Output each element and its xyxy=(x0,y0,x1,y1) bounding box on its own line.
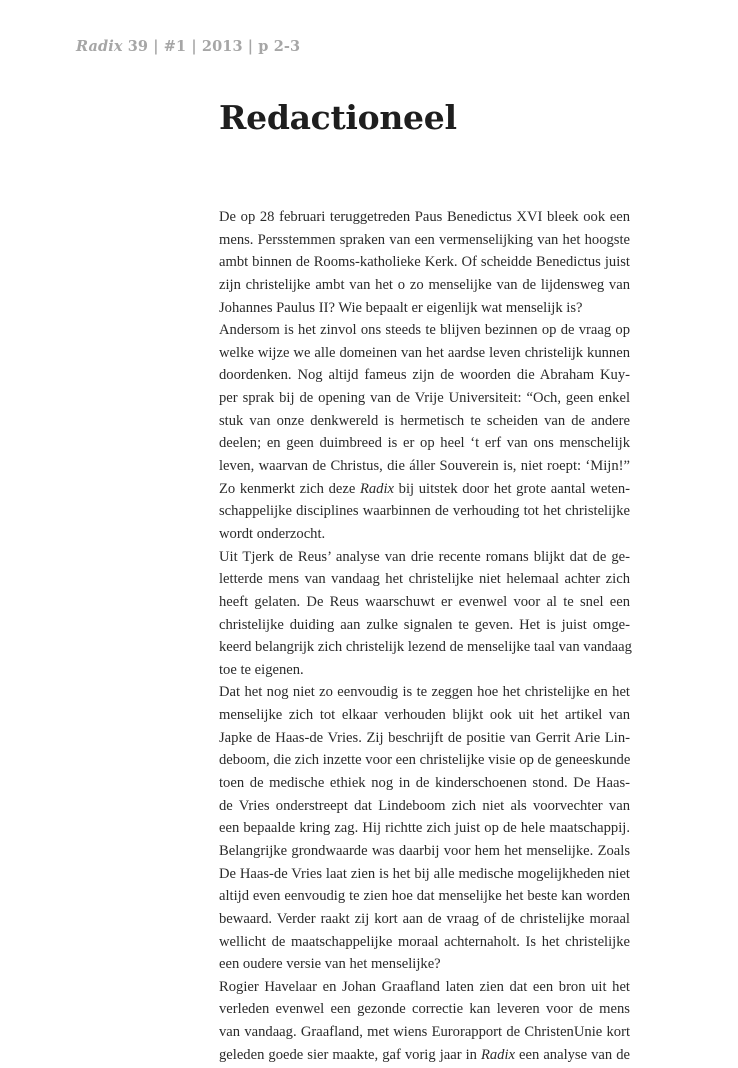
paragraph xyxy=(219,206,630,319)
paragraph xyxy=(219,546,630,682)
text-run: Zo kenmerkt zich deze xyxy=(219,480,360,497)
text-line: welke wijze we alle domeinen van het aardse leven christelijk kunnen xyxy=(219,344,630,361)
text-line: bewaard. Verder raakt zij kort aan de vraag of de christelijke moraal xyxy=(219,910,630,927)
text-line: Japke de Haas-de Vries. Zij beschrijft de positie van Gerrit Arie Lin- xyxy=(219,729,630,746)
text-line: christelijke duiding aan zulke signalen te geven. Het is juist omge- xyxy=(219,616,630,633)
journal-name: Radix xyxy=(76,38,123,55)
text-run: een analyse van de xyxy=(515,1046,630,1063)
journal-name-italic: Radix xyxy=(480,1046,516,1063)
text-line: doordenken. Nog altijd fameus zijn de woorden die Abraham Kuy- xyxy=(219,367,630,384)
text-line: wellicht de maatschappelijke moraal achternaholt. Is het christelijke xyxy=(219,933,630,950)
text-line: wordt onderzocht. xyxy=(219,525,326,542)
text-line: Johannes Paulus II? Wie bepaalt er eigenlijk wat menselijk is? xyxy=(219,299,583,316)
text-line: verleden evenwel een gezonde correctie kan leveren voor de mens xyxy=(219,1001,630,1018)
page-title: Redactioneel xyxy=(219,98,457,137)
text-line: altijd even eenvoudig te zien hoe dat menselijke het beste kan worden xyxy=(219,888,630,905)
text-line: een bepaalde kring zag. Hij richtte zich juist op de hele maatschappij. xyxy=(219,820,630,837)
text-line: zijn christelijke ambt van het o zo menselijke van de lijdensweg van xyxy=(219,276,630,293)
text-line: menselijke zich tot elkaar verhouden blijkt ook uit het artikel van xyxy=(219,707,630,724)
text-run: geleden goede sier maakte, gaf vorig jaar in xyxy=(219,1046,481,1063)
text-line: stuk van onze denkwereld is hermetisch te scheiden van de andere xyxy=(219,412,630,429)
text-line: van vandaag. Graafland, met wiens Eurorapport de ChristenUnie kort xyxy=(219,1024,630,1041)
text-line: heeft gelaten. De Reus waarschuwt er evenwel voor al te snel een xyxy=(219,593,630,610)
text-line: Rogier Havelaar en Johan Graafland laten zien dat een bron uit het xyxy=(219,978,630,995)
issue-info: 39 | #1 | 2013 | p 2-3 xyxy=(122,38,301,55)
text-line xyxy=(219,1044,630,1067)
text-line: per sprak bij de opening van de Vrije Universiteit: “Och, geen enkel xyxy=(219,390,630,407)
text-line xyxy=(219,478,630,501)
text-line: de Vries onderstreept dat Lindeboom zich niet als voorvechter van xyxy=(219,797,630,814)
text-line: toen de medische ethiek nog in de kinderschoenen stond. De Haas- xyxy=(219,775,630,792)
article-body xyxy=(219,206,630,1066)
paragraph xyxy=(219,319,630,545)
text-line: ambt binnen de Rooms-katholieke Kerk. Of scheidde Benedictus juist xyxy=(219,254,630,271)
text-line: deelen; en geen duimbreed is er op heel ‘t erf van ons menschelijk xyxy=(219,435,630,452)
text-line: mens. Persstemmen spraken van een vermenselijking van het hoogste xyxy=(219,231,630,248)
text-line: De Haas-de Vries laat zien is het bij alle medische mogelijkheden niet xyxy=(219,865,630,882)
paragraph xyxy=(219,976,630,1067)
text-line: schappelijke disciplines waarbinnen de verhouding tot het christelijke xyxy=(219,503,630,520)
running-head xyxy=(76,38,300,55)
paragraph xyxy=(219,681,630,975)
text-line: toe te eigenen. xyxy=(219,661,304,678)
text-line: deboom, die zich inzette voor een christelijke visie op de geneeskunde xyxy=(219,752,631,769)
text-line: leven, waarvan de Christus, die áller Souverein is, niet roept: ‘Mijn!” xyxy=(219,458,630,475)
text-line: Belangrijke grondwaarde was daarbij voor hem het menselijke. Zoals xyxy=(219,842,630,859)
text-run: bij uitstek door het grote aantal weten- xyxy=(394,480,631,497)
text-line: letterde mens van vandaag het christelijke niet helemaal achter zich xyxy=(219,571,630,588)
text-line: keerd belangrijk zich christelijk lezend de menselijke taal van vandaag xyxy=(219,639,632,656)
text-line: De op 28 februari teruggetreden Paus Benedictus XVI bleek ook een xyxy=(219,209,630,225)
journal-name-italic: Radix xyxy=(359,480,395,497)
text-line: Uit Tjerk de Reus’ analyse van drie recente romans blijkt dat de ge- xyxy=(219,548,630,565)
text-line: een oudere versie van het menselijke? xyxy=(219,956,441,973)
text-line: Andersom is het zinvol ons steeds te blijven bezinnen op de vraag op xyxy=(219,322,630,339)
text-line: Dat het nog niet zo eenvoudig is te zeggen hoe het christelijke en het xyxy=(219,684,630,701)
